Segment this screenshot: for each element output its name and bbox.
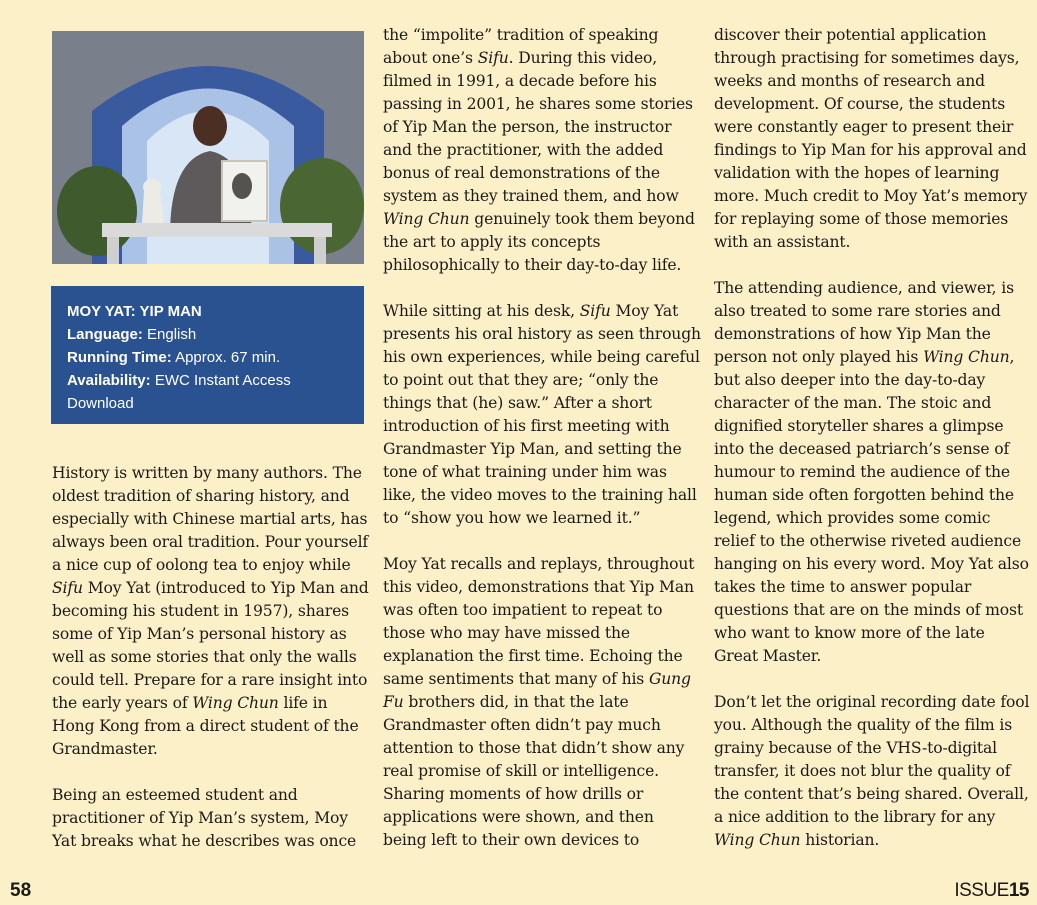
italic-term: Gung Fu <box>383 670 691 711</box>
availability-value: EWC Instant Access Download <box>67 372 291 412</box>
article-column-1 <box>52 462 370 876</box>
availability-line <box>67 369 348 415</box>
text-span: genuinely took them beyond the art to apply its concepts philosophically to their day-to-day life. <box>383 210 695 274</box>
text-span: , but also deeper into the day-to-day character of the man. The stoic and dignified storyteller shares a glimpse into the deceased patriarch’s sense of humour to remind the audience of the human side often forgotten behind the legend, which provides some comic relief to the otherwise riveted audience hanging on his every word. Moy Yat also takes the time to answer popular questions that are on the minds of most who want to know more of the late Great Master. <box>714 348 1029 665</box>
text-span: Moy Yat (introduced to Yip Man and becoming his student in 1957), shares some of Yip Man’s personal history as well as some stories that only the walls could tell. Prepare for a rare insight into the early years of <box>52 579 369 712</box>
italic-term: Wing Chun <box>383 210 470 228</box>
availability-label: Availability: <box>67 372 151 389</box>
text-span: the “impolite” tradition of speaking about one’s <box>383 26 659 67</box>
paragraph <box>383 24 701 277</box>
language-line <box>67 323 348 346</box>
text-span: The attending audience, and viewer, is also treated to some rare stories and demonstrations of how Yip Man the person not only played his <box>714 279 1014 366</box>
italic-term: Wing Chun <box>192 694 279 712</box>
text-span: Don’t let the original recording date fool you. Although the quality of the film is grainy because of the VHS-to-digital transfer, it does not blur the quality of the content that’s being shared. Overall, a nice addition to the library for any <box>714 693 1030 826</box>
text-span: History is written by many authors. The oldest tradition of sharing history, and especially with Chinese martial arts, has always been oral tradition. Pour yourself a nice cup of oolong tea to enjoy while <box>52 464 369 574</box>
italic-term: Sifu <box>477 49 509 67</box>
paragraph <box>383 300 701 530</box>
paragraph <box>52 462 370 761</box>
article-column-3 <box>714 24 1032 875</box>
language-value: English <box>147 326 197 343</box>
issue-label: ISSUE <box>954 880 1009 901</box>
text-span: While sitting at his desk, <box>383 302 580 320</box>
text-span: life in Hong Kong from a direct student of the Grandmaster. <box>52 694 359 758</box>
page-number: 58 <box>10 880 32 901</box>
language-label: Language: <box>67 326 143 343</box>
paragraph: Being an esteemed student and practitioner of Yip Man’s system, Moy Yat breaks what he describes was once <box>52 786 357 850</box>
paragraph: discover their potential application through practising for sometimes days, weeks and months of research and development. Of course, the students were constantly eager to present their findings to Yip Man for his approval and validation with the hopes of learning more. Much credit to Moy Yat’s memory for replaying some of those memories with an assistant. <box>714 26 1028 251</box>
issue-number: 15 <box>1008 880 1029 901</box>
italic-term: Wing Chun <box>714 831 801 849</box>
text-span: Moy Yat presents his oral history as seen through his own experiences, while being careful to point out that they are; “only the things that (he) saw.” After a short introduction of his first meeting with Grandmaster Yip Man, and setting the tone of what training under him was like, the video moves to the training hall to “show you how we learned it.” <box>383 302 701 527</box>
running-time-label: Running Time: <box>67 349 172 366</box>
issue-marker <box>954 880 1029 902</box>
text-span: . During this video, filmed in 1991, a decade before his passing in 2001, he shares some stories of Yip Man the person, the instructor and the practitioner, with the added bonus of real demonstrations of the system as they trained them, and how <box>383 49 693 205</box>
running-time-value: Approx. 67 min. <box>175 349 281 366</box>
article-column-2 <box>383 24 701 875</box>
text-span: Moy Yat recalls and replays, throughout this video, demonstrations that Yip Man was often too impatient to repeat to those who may have missed the explanation the first time. Echoing the same sentiments that many of his <box>383 555 695 688</box>
paragraph <box>383 553 701 852</box>
text-span: brothers did, in that the late Grandmaster often didn’t pay much attention to those that didn’t show any real promise of skill or intelligence. Sharing moments of how drills or applications were shown, and then being left to their own devices to <box>383 693 685 849</box>
paragraph <box>714 691 1032 852</box>
text-span: historian. <box>800 831 880 849</box>
video-info-box <box>51 286 364 424</box>
italic-term: Sifu <box>579 302 611 320</box>
paragraph <box>714 277 1032 668</box>
video-still-photo <box>52 31 364 264</box>
italic-term: Sifu <box>52 579 83 597</box>
running-time-line <box>67 346 348 369</box>
video-title: MOY YAT: YIP MAN <box>67 303 202 320</box>
italic-term: Wing Chun <box>923 348 1010 366</box>
moy-yat-portrait-image <box>52 31 364 264</box>
